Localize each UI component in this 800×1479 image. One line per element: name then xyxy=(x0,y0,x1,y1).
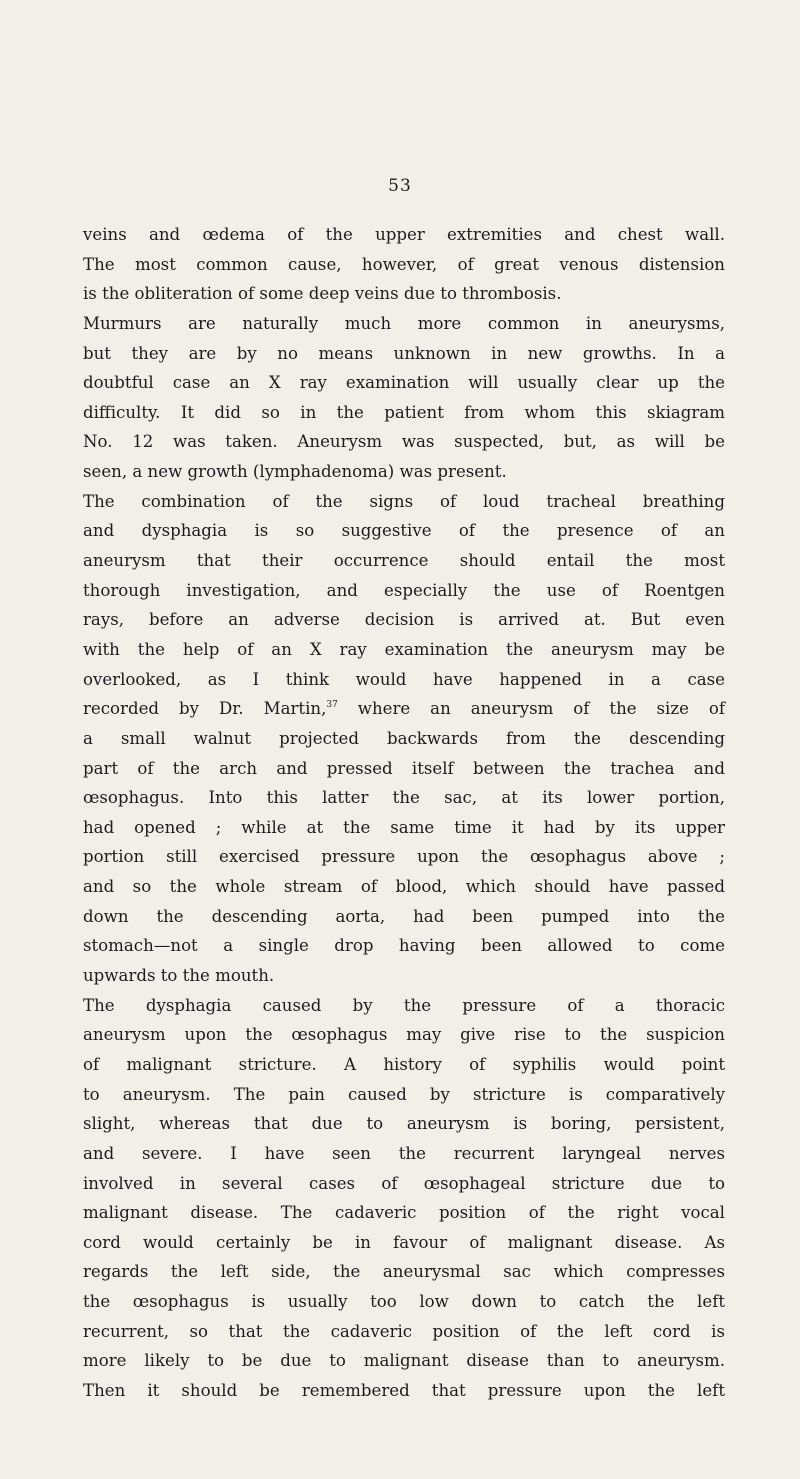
text-line: portion still exercised pressure upon the œsophagus above ; xyxy=(83,847,725,867)
text-line: doubtful case an X ray examination will usually clear up the xyxy=(83,373,725,393)
text-line: involved in several cases of œsophageal stricture due to xyxy=(83,1173,725,1193)
text-line: the œsophagus is usually too low down to catch the left xyxy=(83,1292,725,1312)
page-number: 53 xyxy=(388,176,412,196)
text-line: and so the whole stream of blood, which should have passed xyxy=(83,877,725,897)
text-line: The combination of the signs of loud tracheal breathing xyxy=(83,491,725,511)
text-line: seen, a new growth (lymphadenoma) was present. xyxy=(83,462,507,482)
text-line: The most common cause, however, of great venous distension xyxy=(83,254,725,274)
text-line: overlooked, as I think would have happened in a case xyxy=(83,669,725,689)
text-line: and dysphagia is so suggestive of the presence of an xyxy=(83,521,725,541)
text-line: of malignant stricture. A history of syphilis would point xyxy=(83,1054,725,1074)
text-line: No. 12 was taken. Aneurysm was suspected, but, as will be xyxy=(83,432,725,452)
body-text xyxy=(83,220,725,1406)
text-line: more likely to be due to malignant disease than to aneurysm. xyxy=(83,1351,725,1371)
text-line: veins and œdema of the upper extremities and chest wall. xyxy=(83,225,725,244)
text-line: rays, before an adverse decision is arrived at. But even xyxy=(83,610,725,630)
text-line: œsophagus. Into this latter the sac, at its lower portion, xyxy=(83,788,725,808)
text-line: Murmurs are naturally much more common in aneurysms, xyxy=(83,313,725,333)
text-line: down the descending aorta, had been pumped into the xyxy=(83,906,725,926)
text-line: difficulty. It did so in the patient from whom this skiagram xyxy=(83,402,725,422)
text-line: aneurysm upon the œsophagus may give rise to the suspicion xyxy=(83,1025,725,1045)
text-line: upwards to the mouth. xyxy=(83,966,275,986)
text-line: thorough investigation, and especially the use of Roentgen xyxy=(83,580,725,600)
text-line: slight, whereas that due to aneurysm is boring, persistent, xyxy=(83,1114,725,1134)
text-segment: where an aneurysm of the size of xyxy=(337,699,726,719)
text-line: had opened ; while at the same time it had by its upper xyxy=(83,817,725,837)
text-line: regards the left side, the aneurysmal sac which compresses xyxy=(83,1262,725,1282)
text-line: to aneurysm. The pain caused by stricture is comparatively xyxy=(83,1084,725,1104)
text-line: The dysphagia caused by the pressure of a thoracic xyxy=(83,995,725,1015)
text-line: and severe. I have seen the recurrent laryngeal nerves xyxy=(83,1143,725,1163)
text-line: with the help of an X ray examination the aneurysm may be xyxy=(83,639,725,659)
text-line: stomach—not a single drop having been allowed to come xyxy=(83,936,725,956)
text-line: cord would certainly be in favour of malignant disease. As xyxy=(83,1232,725,1252)
text-line: malignant disease. The cadaveric position of the right vocal xyxy=(83,1203,725,1223)
text-line: is the obliteration of some deep veins due to thrombosis. xyxy=(83,284,562,304)
text-line: aneurysm that their occurrence should entail the most xyxy=(83,551,725,571)
text-segment: recorded by Dr. Martin, xyxy=(83,699,327,719)
text-line: a small walnut projected backwards from the descending xyxy=(83,728,725,748)
text-line: but they are by no means unknown in new growths. In a xyxy=(83,343,725,363)
text-line: part of the arch and pressed itself between the trachea and xyxy=(83,758,725,778)
text-line: recurrent, so that the cadaveric position of the left cord is xyxy=(83,1321,725,1341)
text-line: Then it should be remembered that pressure upon the left xyxy=(83,1380,725,1400)
footnote-reference: 37 xyxy=(326,700,338,711)
text-line-with-footnote xyxy=(83,694,725,724)
